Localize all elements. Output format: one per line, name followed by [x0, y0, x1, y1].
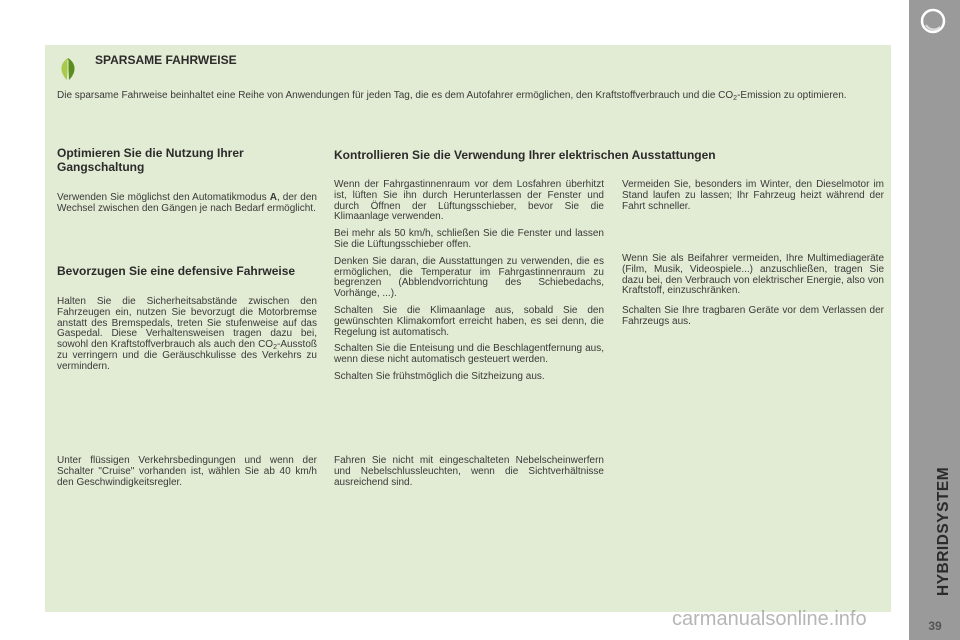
- paragraph-multimedia: Wenn Sie als Beifahrer vermeiden, Ihre Multimediageräte (Film, Musik, Videospiele...) anzuschließen, tragen Sie dazu bei, den Verbrauch von elektrischer Energie, also von Kraftstoff, einzuschränken.: [622, 253, 884, 297]
- defensive-text-a: Halten Sie die Sicherheitsabstände zwischen den Fahrzeugen ein, nutzen Sie bevorzugt die Motorbremse anstatt des Bremspedals, treten Sie stufenweise auf das Gaspedal. Diese Verhaltensweisen tragen dazu bei, sowohl den Kraftstoffverbrauch als auch den CO: [57, 296, 317, 351]
- electrical-paragraph: Schalten Sie die Klimaanlage aus, sobald Sie den gewünschten Klimakomfort erreicht haben, es sei denn, die Regelung ist automatisch.: [334, 304, 604, 338]
- defensive-subscript: 2: [273, 344, 277, 352]
- heading-gearshift: Optimieren Sie die Nutzung Ihrer Gangschaltung: [57, 146, 244, 174]
- paragraph-cruise: Unter flüssigen Verkehrsbedingungen und wenn der Schalter "Cruise" vorhanden ist, wählen Sie ab 40 km/h den Geschwindigkeitsregler.: [57, 455, 317, 488]
- page-title: SPARSAME FAHRWEISE: [95, 53, 237, 67]
- paragraph-defensive-driving: [57, 297, 317, 373]
- defensive-text-b: -Ausstoß zu verringern und die Geräuschkulisse des Verkehrs zu vermindern.: [57, 339, 317, 372]
- paragraph-fog-lights: Fahren Sie nicht mit eingeschalteten Nebelscheinwerfern und Nebelschlussleuchten, wenn die Sichtverhältnisse ausreichend sind.: [334, 455, 604, 488]
- paragraph-diesel-idle: Vermeiden Sie, besonders im Winter, den Dieselmotor im Stand laufen zu lassen; Ihr Fahrzeug heizt während der Fahrt schneller.: [622, 179, 884, 212]
- section-label: HYBRIDSYSTEM: [935, 466, 952, 596]
- leaf-icon: [58, 57, 78, 81]
- paragraph-portable-devices: Schalten Sie Ihre tragbaren Geräte vor dem Verlassen der Fahrzeugs aus.: [622, 305, 884, 327]
- intro-part-a: Die sparsame Fahrweise beinhaltet eine Reihe von Anwendungen für jeden Tag, die es dem Autofahrer ermöglichen, den Kraftstoffverbrauch und die CO: [57, 90, 734, 101]
- electrical-paragraph: Schalten Sie die Enteisung und die Beschlagentfernung aus, wenn diese nicht automatisch gesteuert werden.: [334, 343, 604, 366]
- page-number: 39: [912, 614, 958, 638]
- electrical-paragraph: Schalten Sie frühstmöglich die Sitzheizung aus.: [334, 370, 545, 382]
- paragraphs-electrical: [334, 180, 604, 389]
- watermark: carmanualsonline.info: [672, 608, 867, 630]
- paragraph-gearshift: [57, 193, 317, 215]
- heading-defensive-driving: Bevorzugen Sie eine defensive Fahrweise: [57, 264, 296, 278]
- automatic-mode-letter: A: [269, 192, 277, 203]
- heading-electrical-equipment: Kontrollieren Sie die Verwendung Ihrer elektrischen Ausstattungen: [334, 148, 716, 162]
- intro-subscript: 2: [733, 95, 738, 102]
- intro-part-b: -Emission zu optimieren.: [737, 90, 847, 101]
- intro-text: [57, 90, 885, 102]
- gearshift-text-a: Verwenden Sie möglichst den Automatikmodus: [57, 192, 270, 203]
- electrical-paragraph: Bei mehr als 50 km/h, schließen Sie die Fenster und lassen Sie die Lüftungsschieber offen.: [334, 228, 604, 250]
- electrical-paragraph: Denken Sie daran, die Ausstattungen zu verwenden, die es ermöglichen, die Temperatur im Fahrgastinnenraum zu begrenzen (Abblendvorrichtung des Schiebedachs, Vorhänge, ...).: [334, 255, 604, 300]
- electrical-paragraph: Wenn der Fahrgastinnenraum vor dem Losfahren überhitzt ist, lüften Sie ihn durch Herunterlassen der Fenster und durch Öffnen der Lüftungsschieber, bevor Sie die Klimaanlage verwenden.: [334, 179, 604, 223]
- circle-icon: [920, 8, 946, 34]
- gearshift-text-b: , der den Wechsel zwischen den Gängen je nach Bedarf ermöglicht.: [57, 192, 317, 214]
